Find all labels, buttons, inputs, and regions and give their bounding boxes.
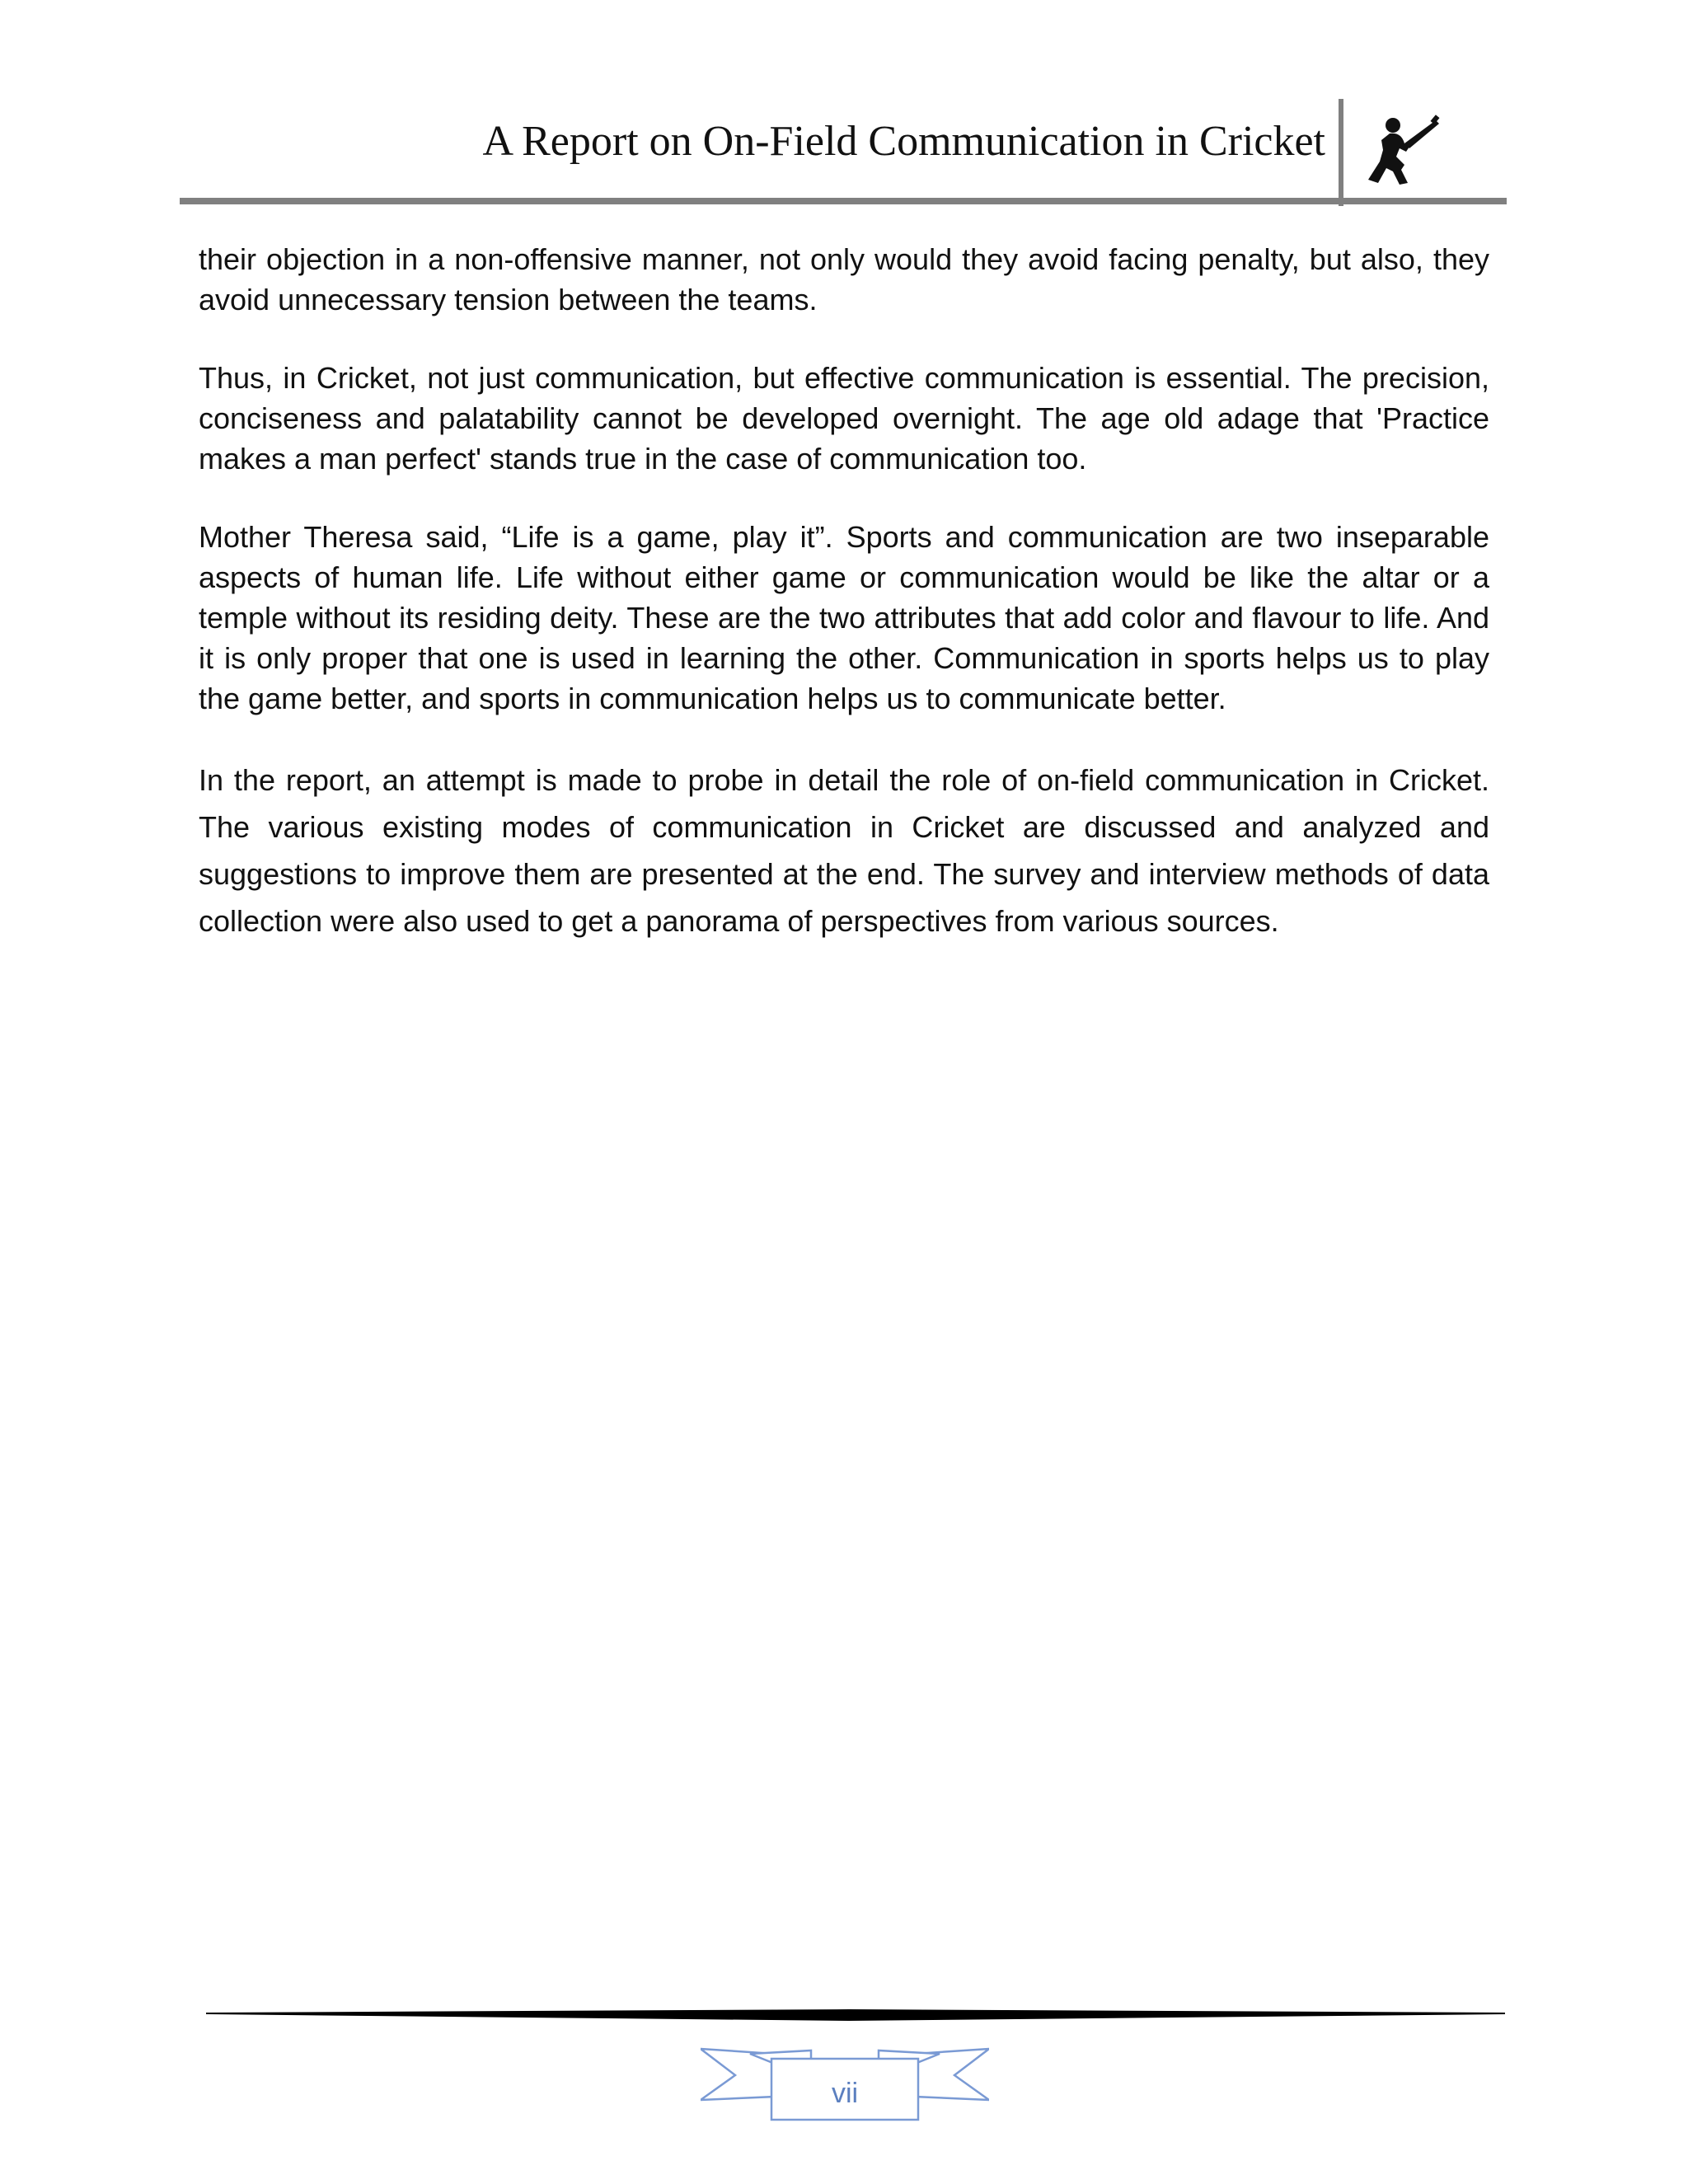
header-divider xyxy=(1339,99,1343,206)
paragraph: their objection in a non-offensive manner, not only would they avoid facing penalty, but also, they avoid unnecessary tension between the teams. xyxy=(199,242,1489,316)
header-title: A Report on On-Field Communication in Cricket xyxy=(482,118,1325,165)
page-number: vii xyxy=(831,2078,859,2109)
header-rule xyxy=(180,198,1507,204)
page-header xyxy=(180,91,1507,206)
paragraph: In the report, an attempt is made to probe in detail the role of on-field communication in Cricket. The various existing modes of communication in Cricket are discussed and analyzed and suggestions to improve them are presented at the end. The survey and interview methods of data collection were also used to get a panorama of perspectives from various sources. xyxy=(199,763,1489,938)
footer-divider xyxy=(206,2003,1505,2027)
cricket-batsman-icon xyxy=(1357,107,1447,198)
paragraph: Mother Theresa said, “Life is a game, play it”. Sports and communication are two inseparable aspects of human life. Life without either game or communication would be like the altar or a temple without its residing deity. These are the two attributes that add color and flavour to life. And it is only proper that one is used in learning the other. Communication in sports helps us to play the game better, and sports in communication helps us to communicate better. xyxy=(199,520,1489,715)
paragraph: Thus, in Cricket, not just communication, but effective communication is essential. The precision, conciseness and palatability cannot be developed overnight. The age old adage that 'Practice makes a man perfect' stands true in the case of communication too. xyxy=(199,361,1489,476)
report-body xyxy=(199,239,1489,982)
